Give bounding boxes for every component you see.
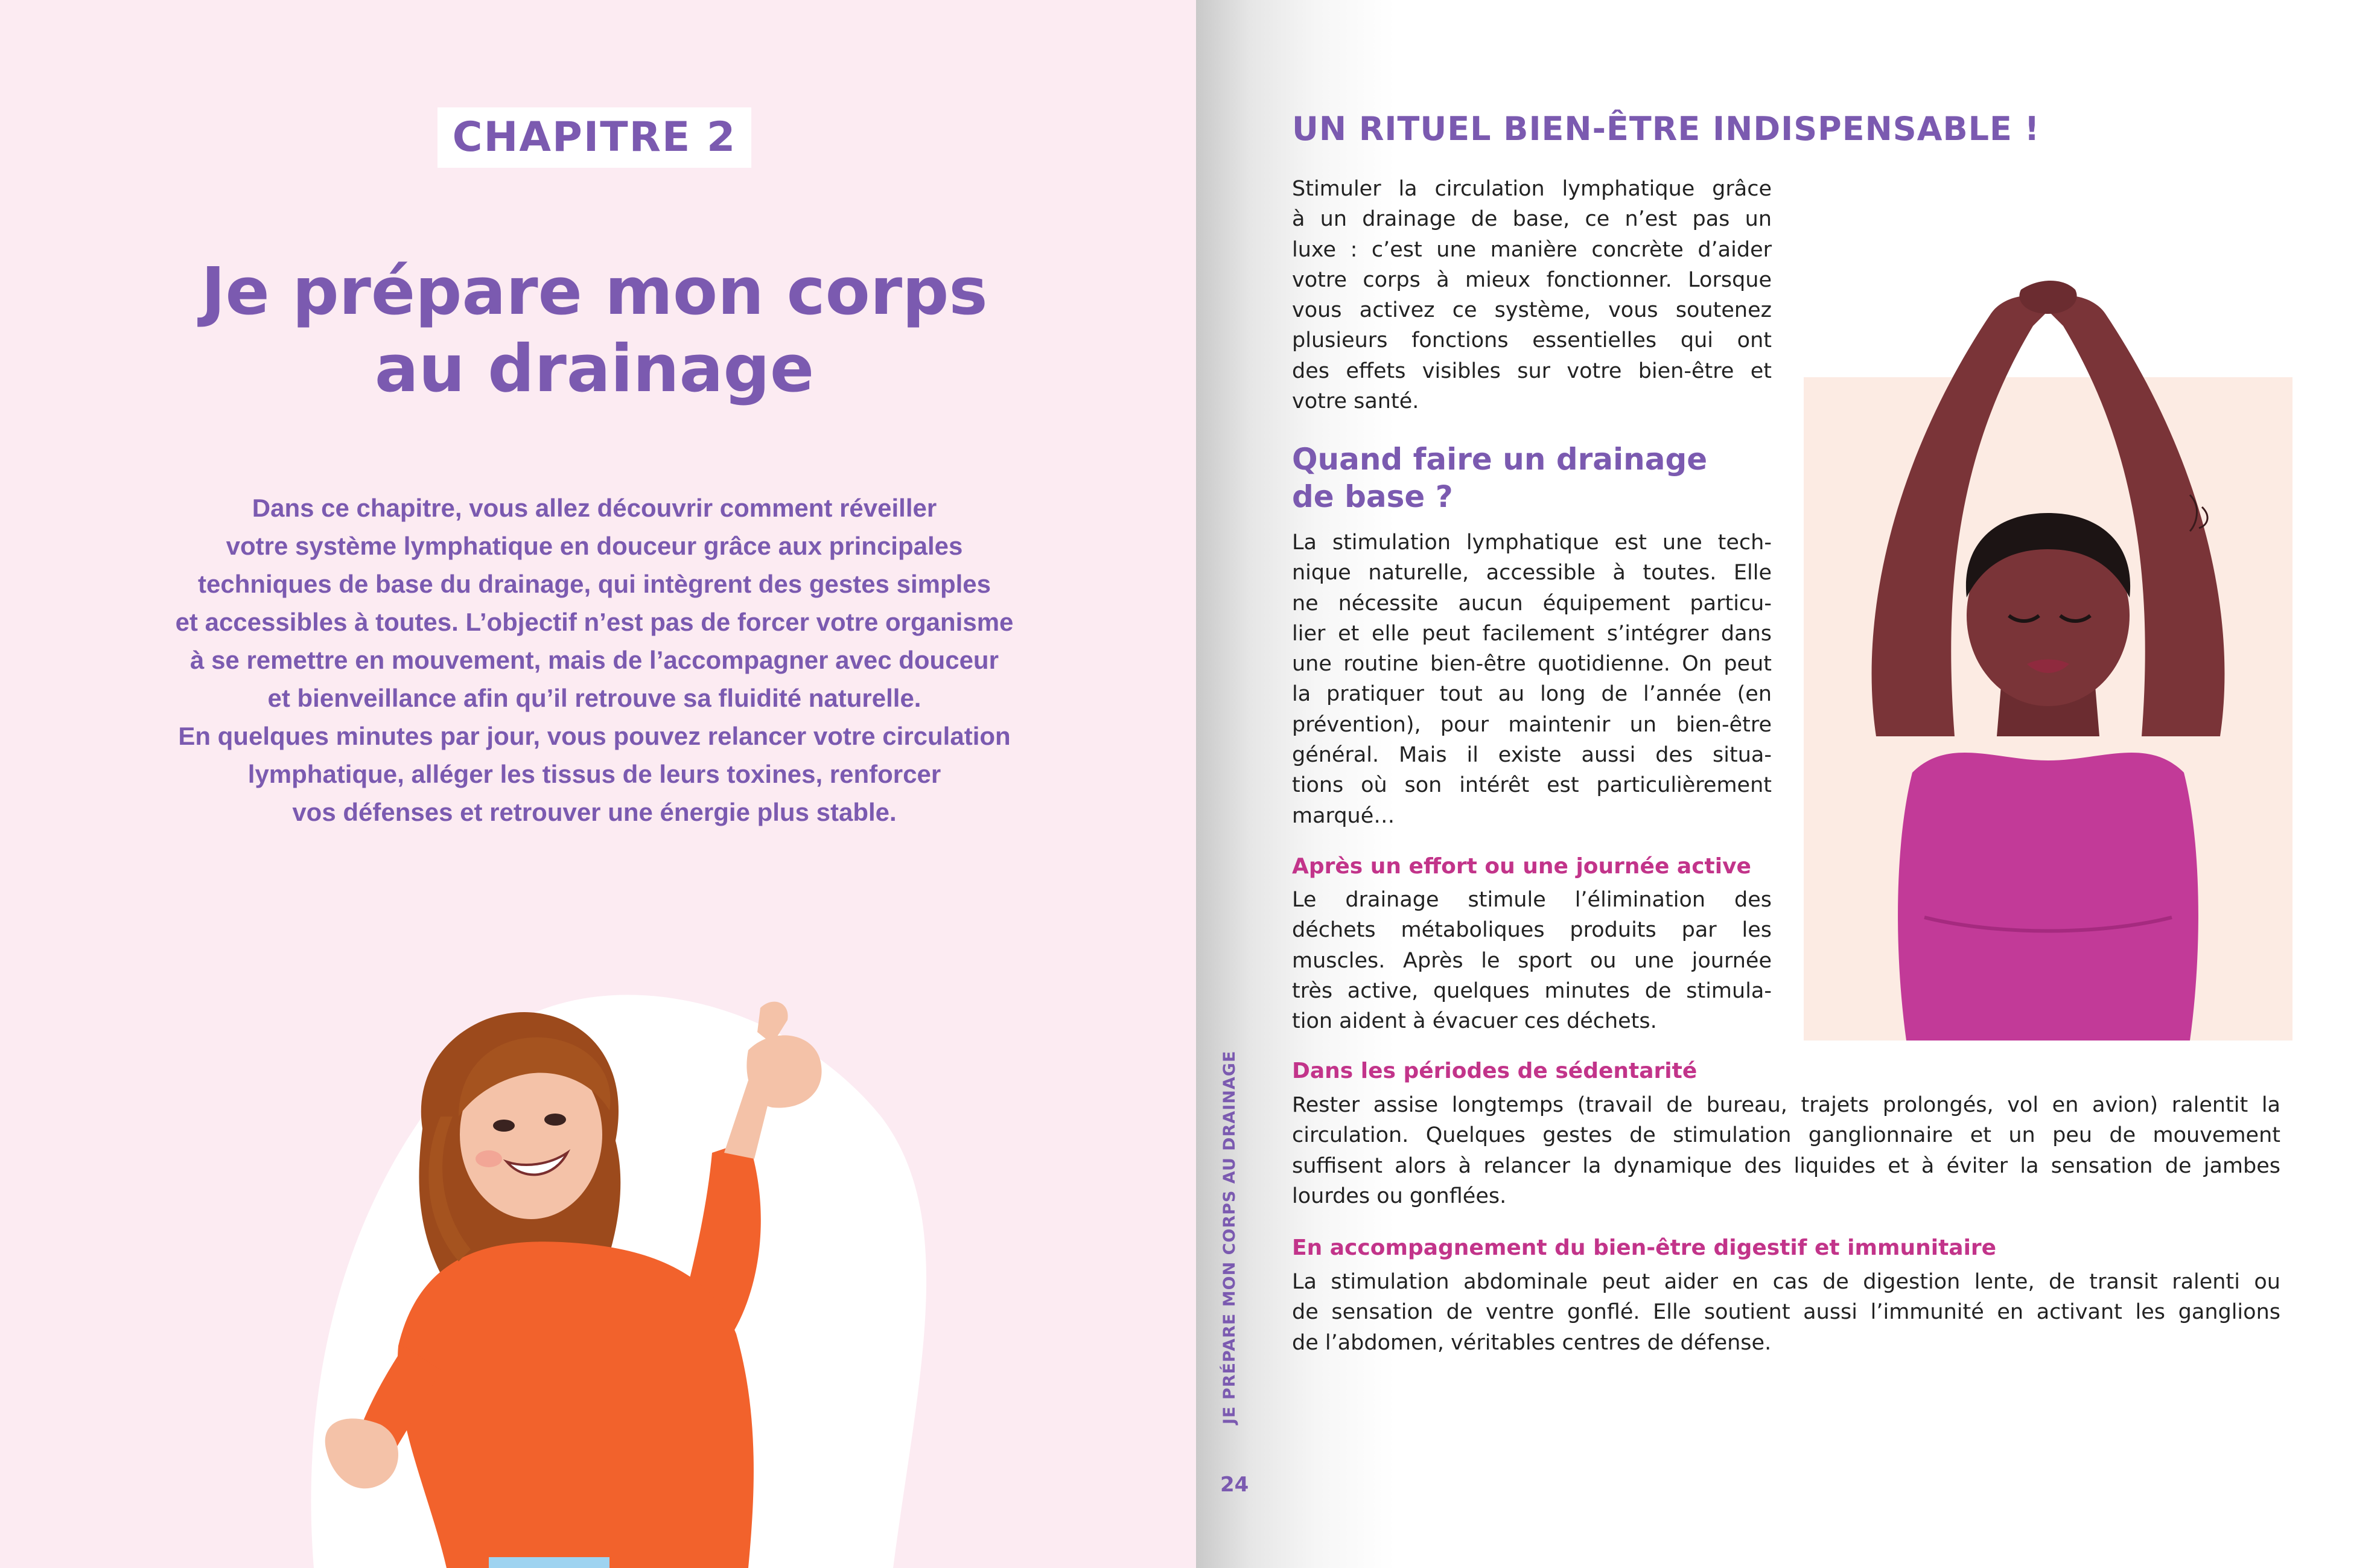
right-page [1196, 0, 2380, 1568]
text-line: ne nécessite aucun équipement particu- [1292, 591, 1772, 616]
chapter-title-line: au drainage [374, 331, 815, 407]
text-line: lier et elle peut facilement s’intégrer dans [1292, 621, 1772, 646]
section-heading: UN RITUEL BIEN-ÊTRE INDISPENSABLE ! [1292, 110, 2040, 148]
text-line: général. Mais il existe aussi des situa- [1292, 743, 1772, 768]
chapter-label: CHAPITRE 2 [452, 113, 737, 161]
intro-line: vos défenses et retrouver une énergie plus stable. [292, 798, 897, 826]
text-line: la pratiquer tout au long de l’année (en [1292, 682, 1772, 707]
text-line: déchets métaboliques produits par les [1292, 918, 1772, 943]
chapter-label-box [438, 107, 751, 168]
intro-line: techniques de base du drainage, qui intègrent des gestes simples [197, 570, 991, 598]
subheading-line: Quand faire un drainage [1292, 442, 1708, 477]
text-line: plusieurs fonctions essentielles qui ont [1292, 328, 1772, 353]
intro-line: Dans ce chapitre, vous allez découvrir comment réveiller [252, 494, 937, 522]
text-line: La stimulation abdominale peut aider en cas de digestion lente, de transit ralenti ou [1292, 1270, 2280, 1294]
intro-line: à se remettre en mouvement, mais de l’accompagner avec douceur [190, 646, 999, 674]
text-line: prévention), pour maintenir un bien-être [1292, 712, 1772, 737]
section3-text [1292, 1267, 2280, 1358]
text-line: des effets visibles sur votre bien-être et [1292, 359, 1772, 383]
text-line: lourdes ou gonflées. [1292, 1184, 1507, 1208]
section1-heading: Après un effort ou une journée active [1292, 854, 1751, 879]
text-line: une routine bien-être quotidienne. On peut [1292, 652, 1772, 677]
intro-line: votre système lymphatique en douceur grâce aux principales [226, 532, 963, 560]
running-head-text: JE PRÉPARE MON CORPS AU DRAINAGE [1220, 1050, 1239, 1424]
text-line: tions où son intérêt est particulièrement [1292, 773, 1772, 798]
text-line: vous activez ce système, vous soutenez [1292, 298, 1772, 323]
subheading-line: de base ? [1292, 479, 1453, 514]
text-line: très active, quelques minutes de stimula- [1292, 978, 1772, 1003]
text-line: nique naturelle, accessible à toutes. Elle [1292, 561, 1772, 585]
section1-text [1292, 885, 1772, 1036]
woman-orange-sweater-illustration [290, 960, 966, 1568]
text-line: de sensation de ventre gonflé. Elle soutient aussi l’immunité en activant les ganglions [1292, 1300, 2280, 1325]
paragraph-when [1292, 527, 1772, 831]
text-line: La stimulation lymphatique est une tech- [1292, 531, 1772, 555]
section3-heading: En accompagnement du bien-être digestif et immunitaire [1292, 1235, 1997, 1260]
text-line: Stimuler la circulation lymphatique grâce [1292, 177, 1772, 201]
text-line: suffisent alors à relancer la dynamique des liquides et à éviter la sensation de jambes [1292, 1153, 2280, 1178]
text-line: circulation. Quelques gestes de stimulation ganglionnaire et un peu de mouvement [1292, 1123, 2280, 1148]
section2-text [1292, 1090, 2280, 1211]
text-line: à un drainage de base, ce n’est pas un [1292, 207, 1772, 232]
subheading [1292, 441, 1775, 515]
intro-line: lymphatique, alléger les tissus de leurs toxines, renforcer [247, 760, 941, 788]
text-line: luxe : c’est une manière concrète d’aider [1292, 237, 1772, 262]
text-line: de l’abdomen, véritables centres de défense. [1292, 1330, 1772, 1355]
chapter-title-line: Je prépare mon corps [201, 254, 988, 330]
paragraph-intro [1292, 174, 1772, 416]
intro-line: et bienveillance afin qu’il retrouve sa fluidité naturelle. [267, 684, 921, 712]
text-line: Rester assise longtemps (travail de bureau, trajets prolongés, vol en avion) ralentit la [1292, 1093, 2280, 1117]
text-line: votre santé. [1292, 389, 1419, 414]
woman-pink-tank-top-illustration [1804, 278, 2292, 1041]
text-line: muscles. Après le sport ou une journée [1292, 948, 1772, 973]
intro-line: En quelques minutes par jour, vous pouvez relancer votre circulation [178, 722, 1011, 750]
section2-heading: Dans les périodes de sédentarité [1292, 1059, 1698, 1083]
chapter-title [121, 253, 1068, 408]
page-number: 24 [1220, 1473, 1249, 1497]
text-line: Le drainage stimule l’élimination des [1292, 888, 1772, 912]
chapter-intro [78, 489, 1110, 831]
text-line: tion aident à évacuer ces déchets. [1292, 1009, 1657, 1034]
running-head [1202, 1050, 1239, 1424]
intro-line: et accessibles à toutes. L’objectif n’est pas de forcer votre organisme [175, 608, 1014, 636]
text-line: marqué… [1292, 803, 1395, 828]
text-line: votre corps à mieux fonctionner. Lorsque [1292, 267, 1772, 292]
